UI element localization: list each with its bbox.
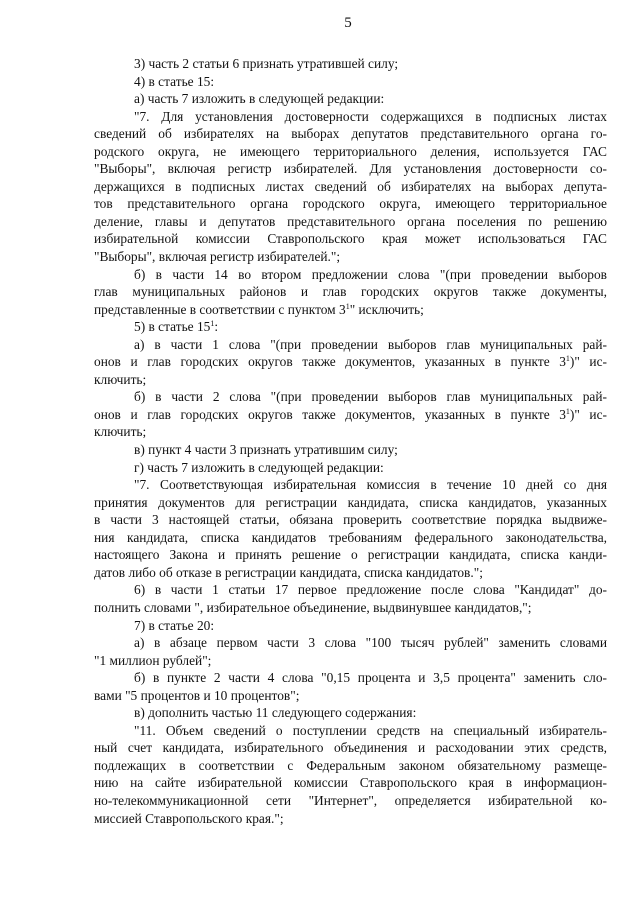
text-line [94,599,607,617]
text-run: 5) в статье 15 [134,319,211,335]
text-line [94,283,607,301]
text-line [94,73,607,91]
text-run: "1 миллион рублей"; [94,652,212,668]
text-run: "11. Объем сведений о поступлении средств на специальный избиратель- [134,722,607,738]
text-line [94,125,607,143]
text-line [94,55,607,73]
text-line [94,301,607,319]
text-run: представленные в соответствии с пунктом 3 [94,301,346,317]
text-line [94,687,607,705]
text-line [94,266,607,284]
text-run: держащихся в подписных листах сведений об избирателях на выборах депута- [94,178,607,194]
text-line [94,441,607,459]
text-line [94,511,607,529]
text-line [94,669,607,687]
text-line [94,581,607,599]
text-line [94,792,607,810]
text-run: "Выборы", включая регистр избирателей. Для установления достоверности со- [94,161,607,177]
page-number: 5 [344,15,352,31]
text-run: б) в пункте 2 части 4 слова "0,15 процента и 3,5 процента" заменить сло- [134,670,607,686]
text-run: )" ис- [569,406,607,422]
text-run: " исключить; [349,301,424,317]
text-run: ния кандидата, списка кандидатов требованиям федерального законодательства, [94,529,607,545]
text-run: "7. Для установления достоверности содержащихся в подписных листах [134,108,607,124]
text-line [94,213,607,231]
text-line [94,810,607,828]
text-line [94,230,607,248]
text-line [94,178,607,196]
text-line [94,143,607,161]
text-line [94,634,607,652]
text-run: "Выборы", включая регистр избирателей."; [94,249,341,265]
text-line [94,774,607,792]
text-run: а) в части 1 слова "(при проведении выборов глав муниципальных рай- [134,336,607,352]
text-line [94,739,607,757]
text-line [94,757,607,775]
text-line [94,704,607,722]
text-line [94,564,607,582]
text-line [94,108,607,126]
text-run: нию на сайте избирательной комиссии Ставропольского края в информацион- [94,775,607,791]
text-run: родского округа, не имеющего территориального деления, используется ГАС [94,143,607,159]
text-line [94,406,607,424]
text-run: ключить; [94,371,147,387]
text-line [94,423,607,441]
superscript: 1 [210,319,215,329]
superscript: 1 [565,406,570,416]
text-run: принятия документов для регистрации кандидата, списка кандидатов, указанных [94,494,607,510]
text-run: онов и глав городских округов также документов, указанных в пункте 3 [94,406,566,422]
text-run: )" ис- [569,354,607,370]
text-run: "7. Соответствующая избирательная комиссия в течение 10 дней со дня [134,477,607,493]
text-run: 6) в части 1 статьи 17 первое предложение после слова "Кандидат" до- [134,582,607,598]
text-line [94,476,607,494]
text-line [94,722,607,740]
text-line [94,336,607,354]
superscript: 1 [565,354,570,364]
text-line [94,353,607,371]
text-line [94,90,607,108]
text-run: но-телекоммуникационной сети "Интернет", определяется избирательной ко- [94,792,607,808]
text-line [94,459,607,477]
text-run: а) в абзаце первом части 3 слова "100 тысяч рублей" заменить словами [134,635,607,651]
text-run: 3) часть 2 статьи 6 признать утратившей силу; [134,56,399,71]
text-line [94,318,607,336]
text-line [94,388,607,406]
text-line [94,494,607,512]
text-line [94,195,607,213]
text-line [94,371,607,389]
text-run: а) часть 7 изложить в следующей редакции: [134,91,385,107]
text-line [94,529,607,547]
text-run: в) дополнить частью 11 следующего содержания: [134,705,417,721]
text-run: в части 3 настоящей статьи, обязана проверить соответствие порядка выдвиже- [94,512,607,528]
text-run: тов представительного органа городского округа, имеющего территориальное [94,196,607,212]
text-run: деление, главы и депутатов представительного органа поселения по решению [94,213,607,229]
text-line [94,160,607,178]
text-run: миссией Ставропольского края."; [94,810,284,826]
text-run: 4) в статье 15: [134,73,215,89]
text-run: онов и глав городских округов также документов, указанных в пункте 3 [94,354,566,370]
text-line [94,652,607,670]
document-body [94,55,607,827]
text-run: полнить словами ", избирательное объединение, выдвинувшее кандидатов,"; [94,599,532,615]
text-run: в) пункт 4 части 3 признать утратившим силу; [134,442,398,458]
text-run: подлежащих в соответствии с Федеральным законом обязательному размеще- [94,757,607,773]
text-run: сведений об избирателях на выборах депутатов представительного органа го- [94,126,607,142]
text-run: вами "5 процентов и 10 процентов"; [94,687,300,703]
text-run: : [214,319,219,335]
text-run: б) в части 14 во втором предложении слова "(при проведении выборов [134,266,607,282]
text-run: ный счет кандидата, избирательного объединения и расходовании этих средств, [94,740,607,756]
text-run: б) в части 2 слова "(при проведении выборов глав муниципальных рай- [134,389,607,405]
text-run: настоящего Закона и принять решение о регистрации кандидата, списка канди- [94,547,607,563]
text-run: г) часть 7 изложить в следующей редакции: [134,459,384,475]
text-run: ключить; [94,424,147,440]
text-line [94,546,607,564]
text-run: датов либо об отказе в регистрации кандидата, списка кандидатов."; [94,564,483,580]
text-run: глав муниципальных районов и глав городских округов также документы, [94,284,607,300]
superscript: 1 [345,301,350,311]
text-line [94,617,607,635]
text-run: избирательной комиссии Ставропольского края может использоваться ГАС [94,231,607,247]
text-run: 7) в статье 20: [134,617,215,633]
text-line [94,248,607,266]
